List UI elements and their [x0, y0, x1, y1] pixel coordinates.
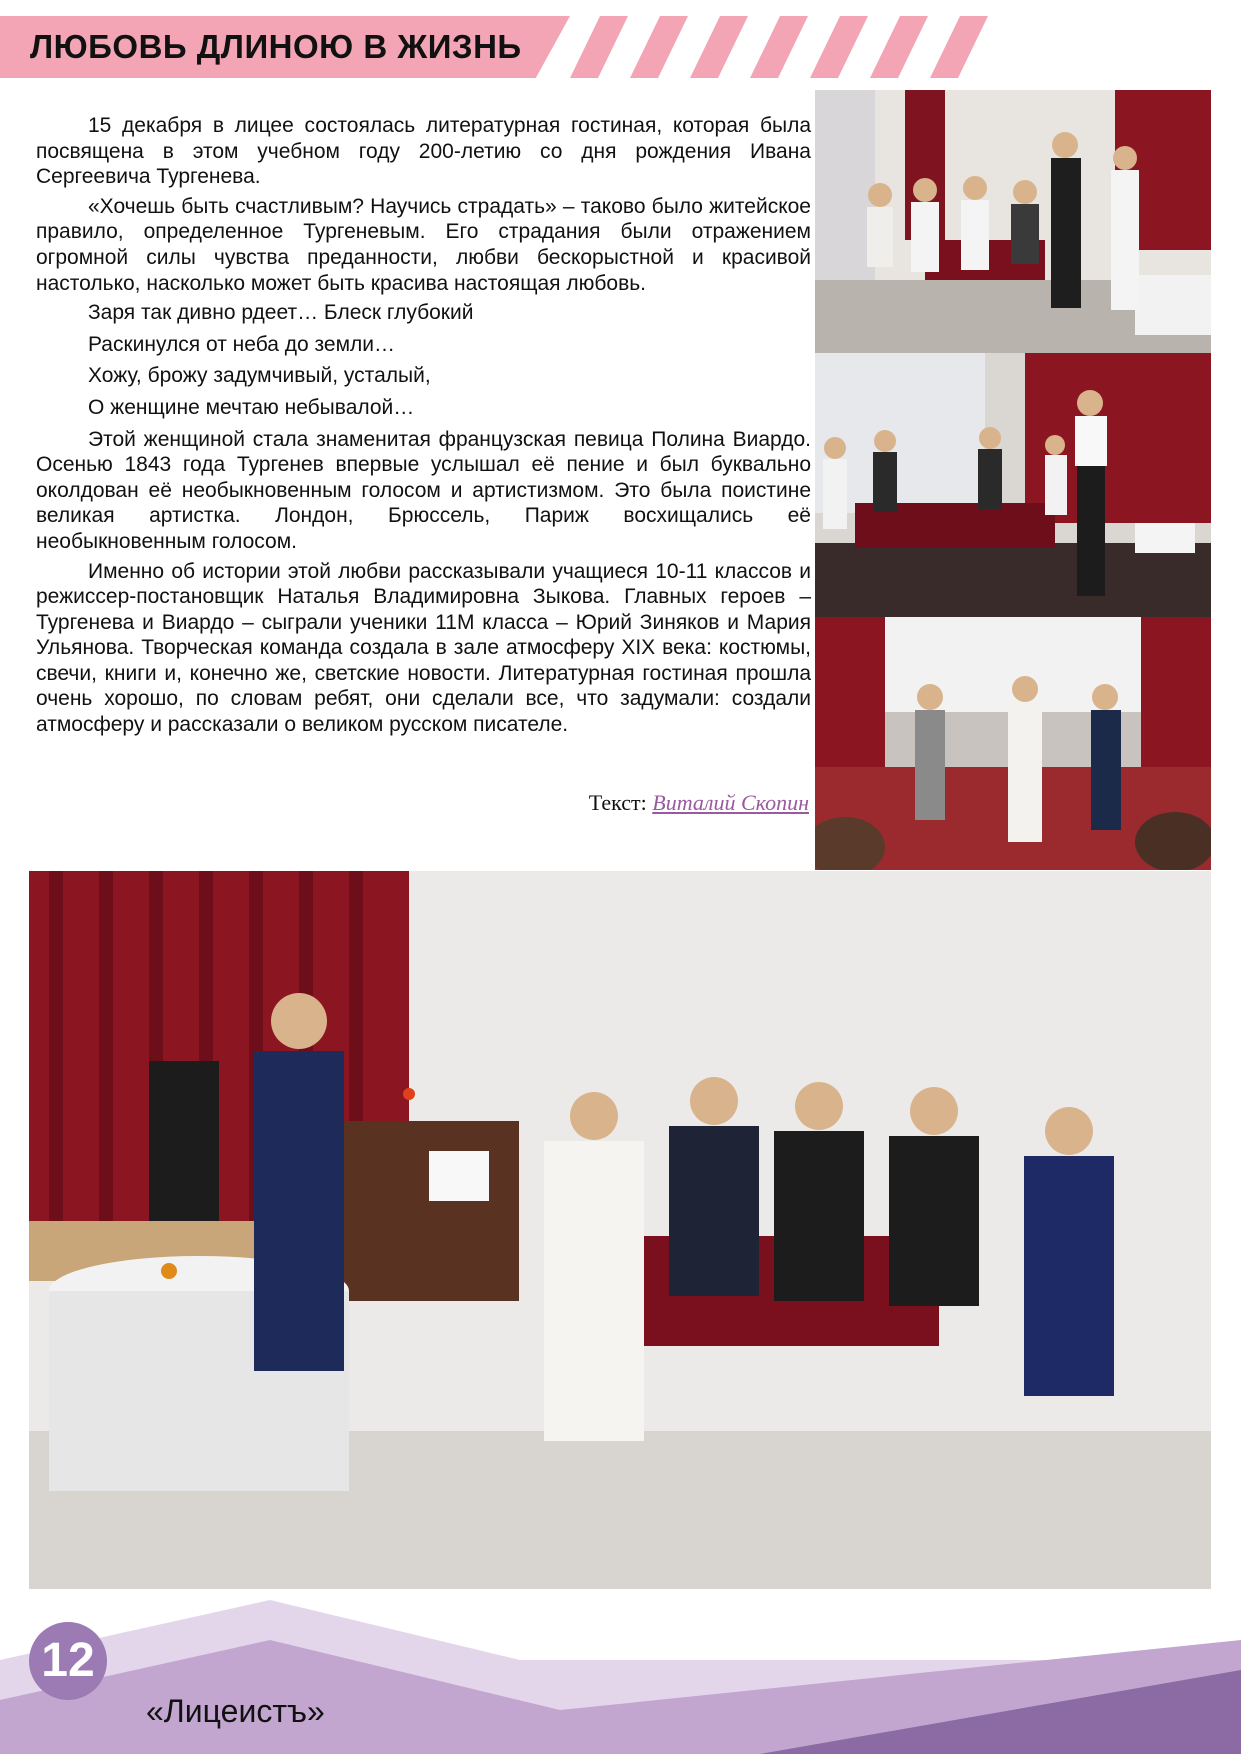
article-paragraph: 15 декабря в лицее состоялась литературная гостиная, которая была посвящена в этом учебном году 200-летию со дня рождения Ивана Сергеевича Тургенева. — [36, 114, 811, 189]
article-paragraph: Именно об истории этой любви рассказывали учащиеся 10-11 классов и режиссер-постановщик Наталья Владимировна Зыкова. Главных героев – Тургенева и Виардо – сыграли ученики 11М класса – Юрий Зиняков и Мария Ульянова. Творческая команда создала в зале атмосферу XIX века: костюмы, свечи, книги и, конечно же, светские новости. Литературная гостиная прошла очень хорошо, по словам ребят, они сделали все, что задумали: создали атмосферу и рассказали о великом русском писателе. — [36, 559, 811, 737]
verse-line: Раскинулся от неба до земли… — [88, 332, 396, 356]
verse-line: О женщине мечтаю небывалой… — [88, 395, 415, 419]
author-credit — [589, 790, 809, 816]
article-paragraph: Этой женщиной стала знаменитая французская певица Полина Виардо. Осенью 1843 года Тургенев впервые услышал её пение и был буквально околдован её необыкновенным голосом и артистизмом. Это была поистине великая артистка. Лондон, Брюссель, Париж восхищались её необыкновенным голосом. — [36, 427, 811, 553]
magazine-name: «Лицеистъ» — [146, 1693, 325, 1729]
verse-line: Заря так дивно рдеет… Блеск глубокий — [88, 301, 474, 325]
footer-decoration — [0, 1600, 1241, 1754]
author-link[interactable]: Виталий Скопин — [652, 790, 809, 815]
page-number: 12 — [29, 1622, 107, 1700]
article-paragraph: «Хочешь быть счастливым? Научись страдать» – таково было житейское правило, определенное Тургеневым. Его страдания были отражением огромной силы чувства преданности, любви бескорыстной и красивой настолько, насколько может быть красива настоящая любовь. — [36, 194, 811, 295]
header — [0, 16, 1241, 78]
event-photo-3 — [815, 617, 1211, 870]
event-photo-1 — [815, 90, 1211, 353]
author-label: Текст: — [588, 790, 647, 815]
header-stripes — [560, 16, 1020, 78]
event-photo-main — [29, 871, 1211, 1589]
event-photo-2 — [815, 353, 1211, 617]
verse-line: Хожу, брожу задумчивый, усталый, — [88, 364, 431, 388]
article-body — [36, 113, 811, 742]
page-title: ЛЮБОВЬ ДЛИНОЮ В ЖИЗНЬ — [30, 28, 522, 65]
